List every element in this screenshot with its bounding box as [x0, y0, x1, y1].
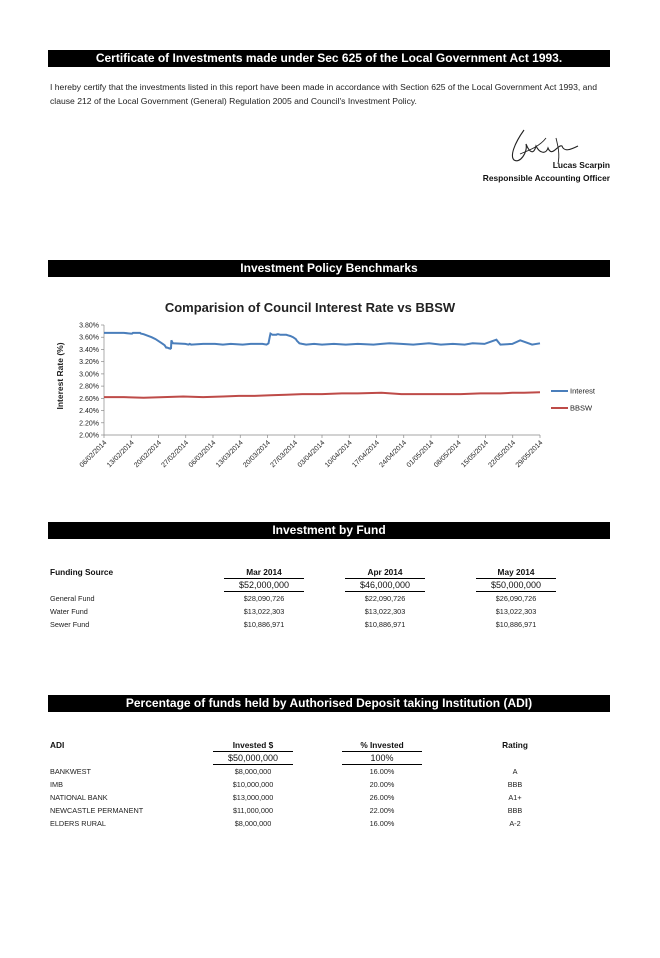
legend-label: BBSW — [570, 403, 593, 413]
legend-label: Interest — [570, 386, 596, 396]
chart-series-bbsw-line — [104, 392, 540, 398]
adi-row-pct: 20.00% — [369, 780, 395, 789]
adi-row-rating: A — [512, 767, 518, 776]
signer-role: Responsible Accounting Officer — [482, 173, 610, 183]
chart-x-tick-label: 06/03/2014 — [187, 439, 218, 470]
pct-invested-header: % Invested — [360, 740, 404, 750]
month-header: Mar 2014 — [246, 567, 282, 577]
adi-row-name: IMB — [50, 780, 63, 789]
chart-y-axis-label: Interest Rate (%) — [55, 342, 65, 410]
chart-x-tick-label: 08/05/2014 — [432, 439, 463, 470]
adi-row-name: ELDERS RURAL — [50, 819, 106, 828]
fund-row-name: Sewer Fund — [50, 620, 90, 629]
chart-x-tick-label: 06/02/2014 — [78, 439, 109, 470]
fund-row-name: Water Fund — [50, 607, 88, 616]
fund-row-value: $28,090,726 — [243, 594, 285, 603]
rating-header: Rating — [502, 740, 528, 750]
chart-y-tick-label: 3.00% — [79, 371, 99, 379]
adi-row-invested: $10,000,000 — [232, 780, 274, 789]
chart-y-tick-label: 3.80% — [79, 322, 99, 330]
chart-y-tick-label: 3.40% — [79, 346, 99, 354]
chart-x-tick-label: 17/04/2014 — [351, 439, 381, 470]
adi-row-pct: 16.00% — [369, 767, 395, 776]
fund-total: $46,000,000 — [345, 578, 425, 592]
chart-x-tick-label: 15/05/2014 — [460, 439, 490, 470]
adi-row-invested: $8,000,000 — [234, 819, 272, 828]
certificate-title-bar: Certificate of Investments made under Sec 625 of the Local Government Act 1993. — [48, 50, 610, 67]
month-header: May 2014 — [497, 567, 535, 577]
benchmark-chart — [48, 290, 610, 490]
chart-y-tick-label: 3.20% — [79, 359, 99, 367]
adi-row-pct: 26.00% — [369, 793, 395, 802]
fund-total: $52,000,000 — [224, 578, 304, 592]
chart-x-tick-label: 01/05/2014 — [405, 439, 436, 470]
chart-y-tick-label: 2.40% — [79, 408, 99, 416]
adi-total-pct: 100% — [342, 751, 422, 765]
fund-row-value: $13,022,303 — [495, 607, 537, 616]
funding-source-header: Funding Source — [50, 567, 114, 577]
chart-y-tick-label: 3.60% — [79, 334, 99, 342]
certificate-text: I hereby certify that the investments listed in this report have been made in accordance with Section 625 of the Local Government Act 1993, and clause 212 of the Local Government (General) Regulation 2005 and Council's Investment Policy. — [50, 82, 597, 106]
fund-total: $50,000,000 — [476, 578, 556, 592]
chart-x-tick-label: 03/04/2014 — [296, 439, 327, 470]
fund-row-value: $10,886,971 — [364, 620, 406, 629]
chart-y-tick-label: 2.80% — [79, 383, 99, 391]
chart-x-tick-label: 22/05/2014 — [487, 439, 518, 470]
adi-row-name: BANKWEST — [50, 767, 91, 776]
chart-x-tick-label: 20/02/2014 — [133, 439, 163, 470]
adi-row-invested: $13,000,000 — [232, 793, 274, 802]
adi-row-pct: 22.00% — [369, 806, 395, 815]
adi-row-rating: BBB — [507, 806, 523, 815]
fund-row-value: $26,090,726 — [495, 594, 537, 603]
adi-row-invested: $11,000,000 — [232, 806, 274, 815]
chart-x-tick-label: 29/05/2014 — [514, 439, 545, 470]
chart-x-tick-label: 13/03/2014 — [214, 439, 245, 470]
fund-row-value: $13,022,303 — [243, 607, 285, 616]
adi-row-name: NATIONAL BANK — [50, 793, 108, 802]
month-header: Apr 2014 — [367, 567, 403, 577]
chart-x-tick-label: 24/04/2014 — [378, 439, 409, 470]
benchmarks-title-bar: Investment Policy Benchmarks — [48, 260, 610, 277]
fund-row-value: $10,886,971 — [495, 620, 537, 629]
chart-series-interest-line — [104, 333, 540, 349]
chart-y-tick-label: 2.00% — [79, 432, 99, 440]
signer-name: Lucas Scarpin — [552, 160, 610, 170]
chart-x-tick-label: 27/03/2014 — [269, 439, 300, 470]
chart-x-tick-label: 27/02/2014 — [160, 439, 191, 470]
chart-x-tick-label: 13/02/2014 — [105, 439, 136, 470]
invested-header: Invested $ — [232, 740, 274, 750]
fund-title-bar: Investment by Fund — [48, 522, 610, 539]
chart-x-tick-label: 20/03/2014 — [242, 439, 272, 470]
adi-row-rating: A1+ — [508, 793, 522, 802]
fund-row-value: $22,090,726 — [364, 594, 406, 603]
chart-x-tick-label: 10/04/2014 — [323, 439, 354, 470]
fund-row-value: $13,022,303 — [364, 607, 406, 616]
adi-header: ADI — [50, 740, 65, 750]
adi-row-name: NEWCASTLE PERMANENT — [50, 806, 144, 815]
adi-total-invested: $50,000,000 — [213, 751, 293, 765]
adi-row-rating: A-2 — [509, 819, 521, 828]
adi-title-bar: Percentage of funds held by Authorised Deposit taking Institution (ADI) — [48, 695, 610, 712]
fund-row-value: $10,886,971 — [243, 620, 285, 629]
chart-title: Comparision of Council Interest Rate vs BBSW — [164, 300, 456, 315]
fund-row-name: General Fund — [50, 594, 95, 603]
chart-y-tick-label: 2.20% — [79, 420, 99, 428]
chart-y-tick-label: 2.60% — [79, 395, 99, 403]
adi-row-pct: 16.00% — [369, 819, 395, 828]
adi-row-invested: $8,000,000 — [234, 767, 272, 776]
adi-row-rating: BBB — [507, 780, 523, 789]
